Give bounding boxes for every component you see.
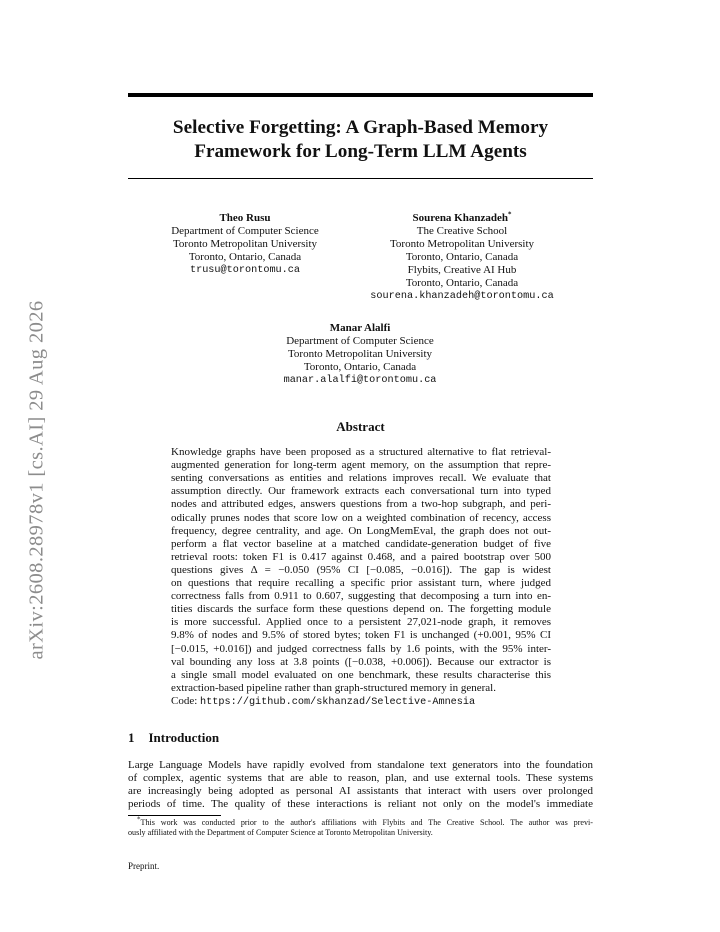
section-title: Introduction (148, 730, 220, 745)
author-affiliation: Toronto Metropolitan University (172, 238, 318, 250)
abstract-line: tities discards the surface form these questions depend on. The forgetting module (171, 603, 551, 616)
abstract-line: senting conversations as entities and relations improves recall. We evaluate that (171, 472, 551, 485)
author-affiliation: Toronto Metropolitan University (287, 348, 433, 360)
abstract-line: extraction-based pipeline rather than graph-structured memory in general. (171, 681, 496, 694)
code-label: Code: (171, 695, 198, 707)
author-affiliation: Flybits, Creative AI Hub (407, 264, 517, 276)
author-affiliation: Department of Computer Science (171, 225, 319, 237)
footnote-marker: * (507, 210, 512, 219)
abstract-line: augmented generation for long-term agent memory, on the assumption that repre- (171, 459, 551, 472)
title-rule-top (128, 93, 593, 97)
author-affiliation: Toronto, Ontario, Canada (405, 251, 519, 263)
abstract-line: assumption directly. Our framework extracts each conversational turn into typed (171, 485, 551, 498)
title-rule-bottom (128, 178, 593, 179)
abstract-line: on questions that require recalling a specific prior assistant turn, where judged (171, 577, 551, 589)
abstract-line: odically prunes nodes that score low on a weighted combination of recency, access (171, 511, 551, 524)
title-line: Framework for Long-Term LLM Agents (194, 141, 527, 162)
abstract-line: perform a flat vector baseline at a matched candidate-generation budget of five (171, 537, 551, 550)
intro-line: of complex, agentic systems that are able to reason, plan, and use external tools. These systems (128, 772, 593, 785)
author-email[interactable]: trusu@torontomu.ca (189, 265, 301, 276)
author-name: Theo Rusu (219, 212, 271, 224)
paper-title (128, 116, 593, 164)
preprint-label: Preprint. (128, 861, 160, 871)
intro-line: periods of time. The quality of these interactions is reliant not only on the model's immediate (128, 798, 593, 811)
section-heading (128, 730, 219, 746)
title-line: Selective Forgetting: A Graph-Based Memory (172, 117, 549, 138)
author-block (260, 322, 460, 387)
code-url-link[interactable]: https://github.com/skhanzad/Selective-Amnesia (200, 697, 476, 708)
abstract-line: val bounding any loss at 3.8 points ([−0.038, +0.006]). Because our extractor is (171, 655, 551, 668)
abstract-line: frequency, degree centrality, and age. On LongMemEval, the graph does not out- (171, 524, 551, 537)
author-email[interactable]: sourena.khanzadeh@torontomu.ca (370, 291, 554, 302)
footnote-marker: * (137, 815, 141, 824)
abstract-line: 9.8% of nodes and 9.5% of stored bytes; token F1 is unchanged (+0.001, 95% CI (171, 629, 551, 642)
abstract-heading: Abstract (336, 419, 385, 434)
abstract-line: questions gives Δ = −0.050 (95% CI [−0.085, −0.016]). The gap is widest (171, 563, 551, 576)
footnote-line: *This work was conducted prior to the author's affiliations with Flybits and The Creative School. The author was previ- (137, 815, 593, 827)
author-affiliation: The Creative School (416, 225, 508, 237)
author-affiliation: Toronto, Ontario, Canada (303, 361, 417, 373)
section-number: 1 (128, 730, 135, 745)
abstract-line: a single small model evaluated on one benchmark, these results characterise this (171, 668, 551, 681)
abstract-line: correctness falls from 0.911 to 0.607, suggesting that decomposing a turn into en- (171, 590, 551, 603)
author-affiliation: Toronto, Ontario, Canada (405, 277, 519, 289)
author-block (150, 212, 340, 277)
author-block (352, 212, 572, 303)
author-affiliation: Department of Computer Science (286, 335, 434, 347)
footnote-rule (128, 815, 221, 816)
abstract-line: retrieval roots: token F1 is 0.417 against 0.468, and a paired bootstrap over 500 (171, 550, 551, 563)
arxiv-watermark: arXiv:2608.28978v1 [cs.AI] 29 Aug 2026 (25, 300, 48, 660)
intro-line: Large Language Models have rapidly evolved from standalone text generators into the foundation (128, 759, 593, 771)
author-affiliation: Toronto Metropolitan University (389, 238, 535, 250)
abstract-line: nodes and attributed edges, answers questions from a two-hop subgraph, and peri- (171, 498, 551, 511)
author-email[interactable]: manar.alalfi@torontomu.ca (283, 375, 437, 386)
abstract-line: [−0.015, +0.016]) and judged correctness falls by 1.6 points, with the 95% inter- (171, 642, 551, 655)
intro-line: are increasingly being adopted as personal AI assistants that interact with users over prolonged (128, 785, 593, 798)
author-name: Manar Alalfi (329, 322, 391, 334)
author-name: Sourena Khanzadeh* (412, 210, 512, 224)
abstract-line: Knowledge graphs have been proposed as a structured alternative to flat retrieval- (171, 446, 551, 458)
abstract-line: is more successful. Applied once to a persistent 27,021-node graph, it removes (171, 616, 551, 629)
code-link-line (171, 695, 475, 708)
author-affiliation: Toronto, Ontario, Canada (188, 251, 302, 263)
footnote-line: ously affiliated with the Department of Computer Science at Toronto Metropolitan University. (128, 828, 433, 837)
